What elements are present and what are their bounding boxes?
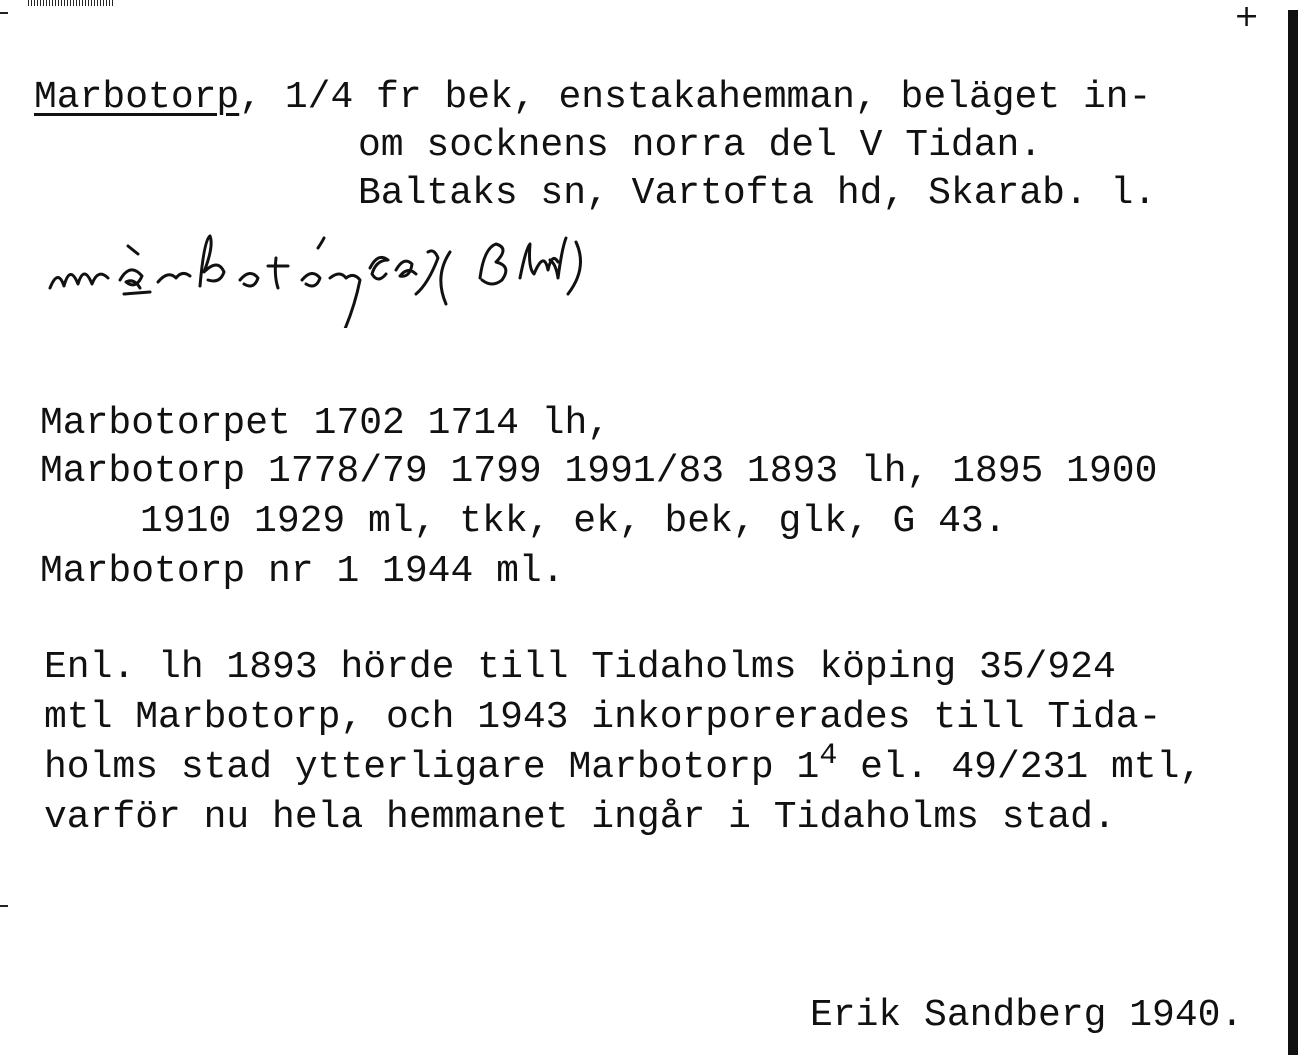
note-line-2: mtl Marbotorp, och 1943 inkorporerades till Tida- [44,696,1162,739]
signature: Erik Sandberg 1940. [810,994,1244,1037]
note-line-3-text: holms stad ytterligare Marbotorp 1 [44,746,820,789]
plus-mark-icon: + [1234,0,1260,34]
record-line-4: Marbotorp nr 1 1944 ml. [40,550,565,593]
note-line-3-rest: el. 49/231 mtl, [837,746,1203,789]
handwritten-annotation [40,218,840,328]
scan-left-tick [0,12,8,14]
entry-title: Marbotorp [34,76,240,119]
scan-left-tick [0,905,8,907]
record-line-2: Marbotorp 1778/79 1799 1991/83 1893 lh, 1895 1900 [40,450,1158,493]
scan-right-edge [1288,10,1298,1055]
entry-header-line-3: Baltaks sn, Vartofta hd, Skarab. l. [358,172,1157,215]
record-line-1: Marbotorpet 1702 1714 lh, [40,402,611,445]
scan-edge-ticks [28,0,113,6]
entry-title-rest: , 1/4 fr bek, enstakahemman, beläget in- [239,76,1152,119]
entry-header-line-2: om socknens norra del V Tidan. [358,124,1043,167]
entry-header-line-1 [34,76,1151,120]
note-line-4: varför nu hela hemmanet ingår i Tidaholms stad. [44,796,1116,839]
note-superscript: 4 [819,739,838,773]
note-line-3 [44,739,1203,792]
record-line-3: 1910 1929 ml, tkk, ek, bek, glk, G 43. [140,500,1007,543]
note-line-1: Enl. lh 1893 hörde till Tidaholms köping 35/924 [44,646,1116,689]
